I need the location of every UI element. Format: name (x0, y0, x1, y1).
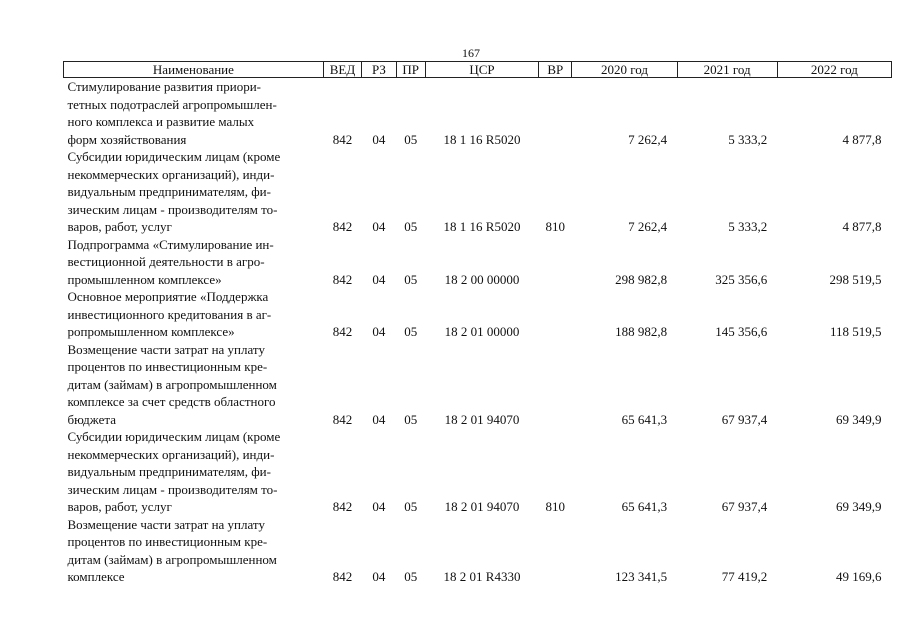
cell-name (64, 236, 324, 289)
cell-rz: 04 (372, 219, 386, 234)
cell-pr: 05 (404, 324, 418, 339)
cell-pr: 05 (404, 271, 418, 287)
cell-2021: 5 333,2 (728, 131, 768, 147)
cell-vr (539, 341, 572, 429)
cell-pr: 05 (404, 131, 418, 147)
cell-ved: 842 (332, 219, 353, 234)
cell-2022: 4 877,8 (842, 219, 882, 234)
cell-2021: 67 937,4 (721, 411, 768, 427)
col-header-vr: ВР (539, 62, 572, 78)
name-line: тетных подотраслей агропромышлен- (67, 96, 277, 112)
name-line: Субсидии юридическим лицам (кроме (67, 429, 281, 444)
name-line: дитам (займам) в агропромышленном (67, 551, 277, 567)
cell-rz: 04 (372, 271, 386, 287)
cell-2020: 188 982,8 (615, 324, 668, 339)
name-line: варов, работ, услуг (67, 499, 172, 514)
cell-vr: 810 (545, 219, 566, 234)
name-line: форм хозяйствования (67, 131, 187, 147)
cell-pr: 05 (404, 499, 418, 514)
cell-ved: 842 (332, 131, 353, 147)
cell-vr (539, 516, 572, 586)
cell-2020: 123 341,5 (615, 569, 668, 584)
cell-rz: 04 (372, 411, 386, 427)
name-line: вестиционной деятельности в агро- (67, 254, 265, 269)
table-body (64, 78, 892, 586)
name-line: некоммерческих организаций), инди- (67, 446, 275, 462)
cell-rz: 04 (372, 569, 386, 584)
cell-ved: 842 (332, 411, 353, 427)
cell-rz: 04 (372, 131, 386, 147)
col-header-rz: РЗ (362, 62, 396, 78)
name-line: зическим лицам - производителям то- (67, 481, 278, 497)
cell-csr: 18 2 01 94070 (444, 499, 520, 514)
cell-2021: 5 333,2 (728, 219, 768, 234)
cell-2020: 65 641,3 (621, 411, 668, 427)
col-header-pr: ПР (396, 62, 425, 78)
cell-csr: 18 2 01 94070 (444, 411, 520, 427)
cell-ved: 842 (332, 499, 353, 514)
cell-2020: 65 641,3 (621, 499, 668, 514)
name-line: Возмещение части затрат на уплату (67, 516, 265, 532)
name-line: ного комплекса и развитие малых (67, 114, 255, 129)
cell-rz: 04 (372, 499, 386, 514)
cell-ved: 842 (332, 324, 353, 339)
table-row (64, 148, 892, 236)
table-row (64, 428, 892, 516)
cell-vr: 810 (545, 499, 566, 514)
name-line: Возмещение части затрат на уплату (67, 341, 265, 357)
cell-name (64, 288, 324, 341)
name-line: бюджета (67, 411, 116, 427)
name-line: Подпрограмма «Стимулирование ин- (67, 236, 274, 252)
cell-vr (539, 288, 572, 341)
col-header-2020: 2020 год (572, 62, 677, 78)
cell-name (64, 516, 324, 586)
cell-2022: 69 349,9 (836, 499, 882, 514)
name-line: комплексе (67, 569, 125, 584)
name-line: Стимулирование развития приори- (67, 79, 261, 94)
cell-pr: 05 (404, 569, 418, 584)
cell-2020: 7 262,4 (628, 131, 668, 147)
cell-rz: 04 (372, 324, 386, 339)
name-line: некоммерческих организаций), инди- (67, 166, 275, 182)
cell-2022: 69 349,9 (836, 411, 882, 427)
name-line: процентов по инвестиционным кре- (67, 534, 268, 549)
cell-csr: 18 2 01 R4330 (443, 569, 521, 584)
name-line: комплексе за счет средств областного (67, 394, 276, 409)
cell-2020: 298 982,8 (615, 271, 668, 287)
cell-csr: 18 2 00 00000 (444, 271, 520, 287)
cell-2021: 67 937,4 (721, 499, 768, 514)
cell-2021: 145 356,6 (715, 324, 768, 339)
col-header-csr: ЦСР (425, 62, 538, 78)
col-header-2021: 2021 год (677, 62, 777, 78)
cell-2022: 4 877,8 (842, 131, 882, 147)
cell-pr: 05 (404, 219, 418, 234)
table-row (64, 516, 892, 586)
cell-csr: 18 2 01 00000 (444, 324, 520, 339)
name-line: видуальным предпринимателям, фи- (67, 184, 271, 199)
name-line: процентов по инвестиционным кре- (67, 359, 268, 374)
cell-ved: 842 (332, 271, 353, 287)
cell-csr: 18 1 16 R5020 (443, 219, 521, 234)
col-header-ved: ВЕД (323, 62, 361, 78)
cell-name (64, 428, 324, 516)
name-line: промышленном комплексе» (67, 271, 222, 287)
cell-ved: 842 (332, 569, 353, 584)
cell-name (64, 148, 324, 236)
table-row (64, 288, 892, 341)
name-line: ропромышленном комплексе» (67, 324, 235, 339)
cell-name (64, 341, 324, 429)
cell-2022: 49 169,6 (836, 569, 882, 584)
cell-vr (539, 78, 572, 149)
table-row (64, 78, 892, 149)
name-line: инвестиционного кредитования в аг- (67, 306, 272, 322)
table-header-row (64, 62, 892, 78)
cell-2022: 118 519,5 (829, 324, 882, 339)
cell-pr: 05 (404, 411, 418, 427)
name-line: варов, работ, услуг (67, 219, 172, 234)
col-header-name: Наименование (64, 62, 324, 78)
cell-vr (539, 236, 572, 289)
cell-2021: 77 419,2 (721, 569, 768, 584)
name-line: дитам (займам) в агропромышленном (67, 376, 277, 392)
cell-2020: 7 262,4 (628, 219, 668, 234)
name-line: Основное мероприятие «Поддержка (67, 289, 269, 304)
name-line: видуальным предпринимателям, фи- (67, 464, 271, 479)
page-number: 167 (462, 46, 480, 60)
cell-2022: 298 519,5 (829, 271, 882, 287)
name-line: Субсидии юридическим лицам (кроме (67, 149, 281, 164)
table-row (64, 341, 892, 429)
cell-name (64, 78, 324, 149)
budget-table (63, 61, 892, 586)
col-header-2022: 2022 год (777, 62, 891, 78)
cell-2021: 325 356,6 (715, 271, 768, 287)
name-line: зическим лицам - производителям то- (67, 201, 278, 217)
cell-csr: 18 1 16 R5020 (443, 131, 521, 147)
table-row (64, 236, 892, 289)
